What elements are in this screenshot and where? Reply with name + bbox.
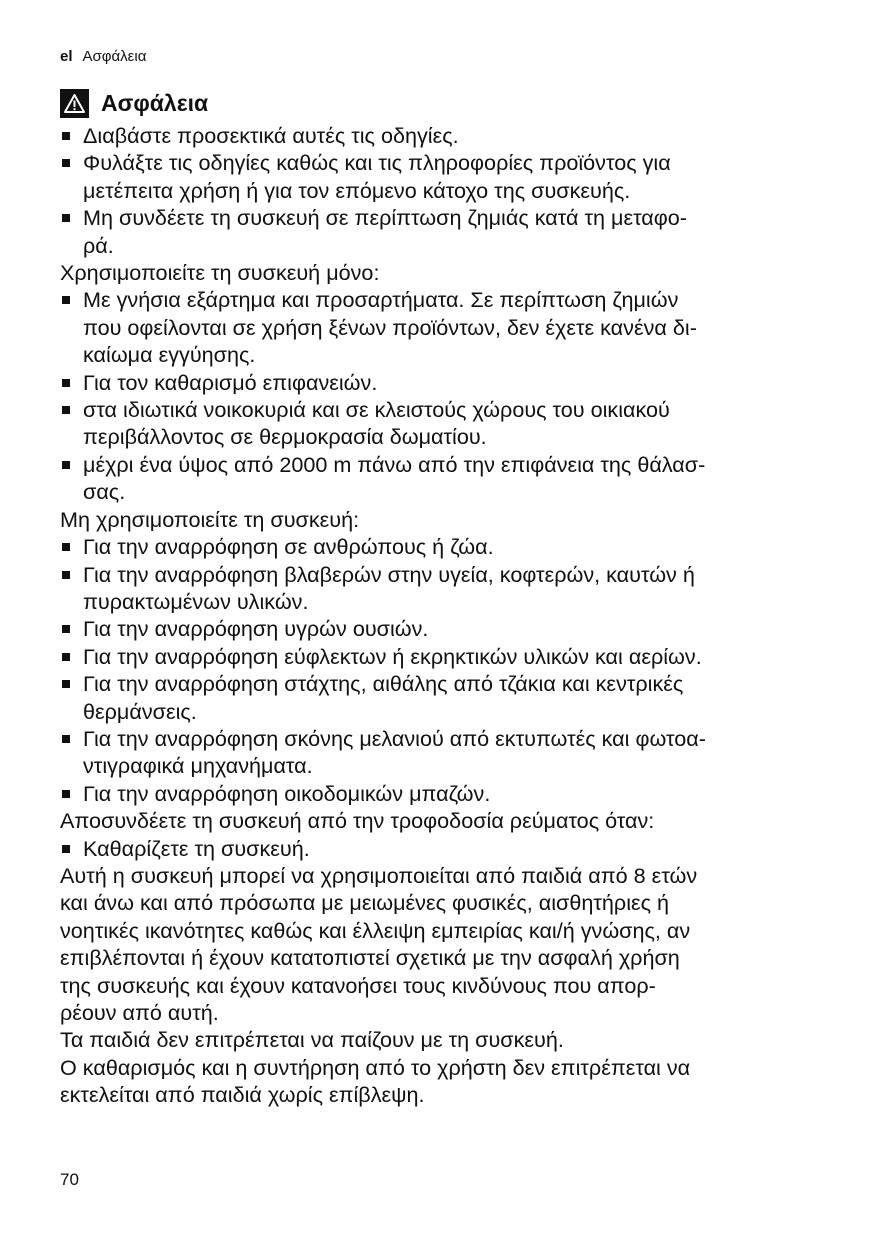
bullet-item: Για την αναρρόφηση βλαβερών στην υγεία, κοφτερών, καυτών ή bbox=[60, 561, 820, 588]
paragraph-line: Μη χρησιμοποιείτε τη συσκευή: bbox=[60, 506, 360, 532]
bullet-continuation: θερμάνσεις. bbox=[83, 698, 197, 724]
bullet-continuation: περιβάλλοντος σε θερμοκρασία δωματίου. bbox=[83, 424, 487, 450]
section-title: Ασφάλεια bbox=[101, 90, 209, 116]
bullet-item: Για την αναρρόφηση σε ανθρώπους ή ζώα. bbox=[60, 533, 820, 560]
bullet-continuation: ντιγραφικά μηχανήματα. bbox=[83, 753, 313, 779]
bullet-continuation: σας. bbox=[83, 479, 126, 505]
language-code: el bbox=[60, 48, 73, 65]
bullet-item: Μη συνδέετε τη συσκευή σε περίπτωση ζημιάς κατά τη μεταφο- bbox=[60, 204, 820, 231]
paragraph-line: επιβλέπονται ή έχουν κατατοπιστεί σχετικά με την ασφαλή χρήση bbox=[60, 945, 680, 971]
bullet-item: στα ιδιωτικά νοικοκυριά και σε κλειστούς χώρους του οικιακού bbox=[60, 396, 820, 423]
paragraph-line: Αποσυνδέετε τη συσκευή από την τροφοδοσία ρεύματος όταν: bbox=[60, 808, 655, 834]
bullet-continuation: πυρακτωμένων υλικών. bbox=[83, 588, 309, 614]
section-heading bbox=[60, 86, 820, 120]
bullet-continuation: καίωμα εγγύησης. bbox=[83, 342, 256, 368]
bullet-continuation: μετέπειτα χρήση ή για τον επόμενο κάτοχο της συσκευής. bbox=[83, 177, 631, 203]
paragraph-line: Τα παιδιά δεν επιτρέπεται να παίζουν με τη συσκευή. bbox=[60, 1027, 564, 1053]
bullet-item: Καθαρίζετε τη συσκευή. bbox=[60, 835, 820, 862]
paragraph-line: νοητικές ικανότητες καθώς και έλλειψη εμπειρίας και/ή γνώσης, αν bbox=[60, 917, 691, 943]
bullet-item: Για τον καθαρισμό επιφανειών. bbox=[60, 369, 820, 396]
bullet-item: Φυλάξτε τις οδηγίες καθώς και τις πληροφορίες προϊόντος για bbox=[60, 149, 820, 176]
paragraph-line: Χρησιμοποιείτε τη συσκευή μόνο: bbox=[60, 260, 380, 286]
bullet-item: Για την αναρρόφηση οικοδομικών μπαζών. bbox=[60, 780, 820, 807]
paragraph-line: ρέουν από αυτή. bbox=[60, 1000, 219, 1025]
bullet-continuation: που οφείλονται σε χρήση ξένων προϊόντων, δεν έχετε κανένα δι- bbox=[83, 314, 697, 340]
paragraph-line: Αυτή η συσκευή μπορεί να χρησιμοποιείται από παιδιά από 8 ετών bbox=[60, 862, 698, 888]
paragraph-line: και άνω και από πρόσωπα με μειωμένες φυσικές, αισθητήριες ή bbox=[60, 890, 670, 916]
bullet-item: Για την αναρρόφηση εύφλεκτων ή εκρηκτικών υλικών και αερίων. bbox=[60, 643, 820, 670]
safety-section bbox=[60, 86, 820, 1109]
bullet-item: Για την αναρρόφηση σκόνης μελανιού από εκτυπωτές και φωτοα- bbox=[60, 725, 820, 752]
bullet-item: Για την αναρρόφηση στάχτης, αιθάλης από τζάκια και κεντρικές bbox=[60, 670, 820, 697]
header-section-title: Ασφάλεια bbox=[82, 48, 147, 65]
bullet-continuation: ρά. bbox=[83, 232, 114, 258]
bullet-item: Διαβάστε προσεκτικά αυτές τις οδηγίες. bbox=[60, 122, 820, 149]
page-header bbox=[60, 48, 146, 66]
bullet-item: Με γνήσια εξάρτημα και προσαρτήματα. Σε περίπτωση ζημιών bbox=[60, 286, 820, 313]
bullet-item: μέχρι ένα ύψος από 2000 m πάνω από την επιφάνεια της θάλασ- bbox=[60, 451, 820, 478]
paragraph-line: εκτελείται από παιδιά χωρίς επίβλεψη. bbox=[60, 1082, 425, 1108]
paragraph-line: Ο καθαρισμός και η συντήρηση από το χρήστη δεν επιτρέπεται να bbox=[60, 1054, 691, 1080]
paragraph-line: της συσκευής και έχουν κατανοήσει τους κινδύνους που απορ- bbox=[60, 972, 656, 998]
warning-icon bbox=[60, 89, 89, 118]
bullet-item: Για την αναρρόφηση υγρών ουσιών. bbox=[60, 615, 820, 642]
page-number: 70 bbox=[60, 1170, 79, 1189]
